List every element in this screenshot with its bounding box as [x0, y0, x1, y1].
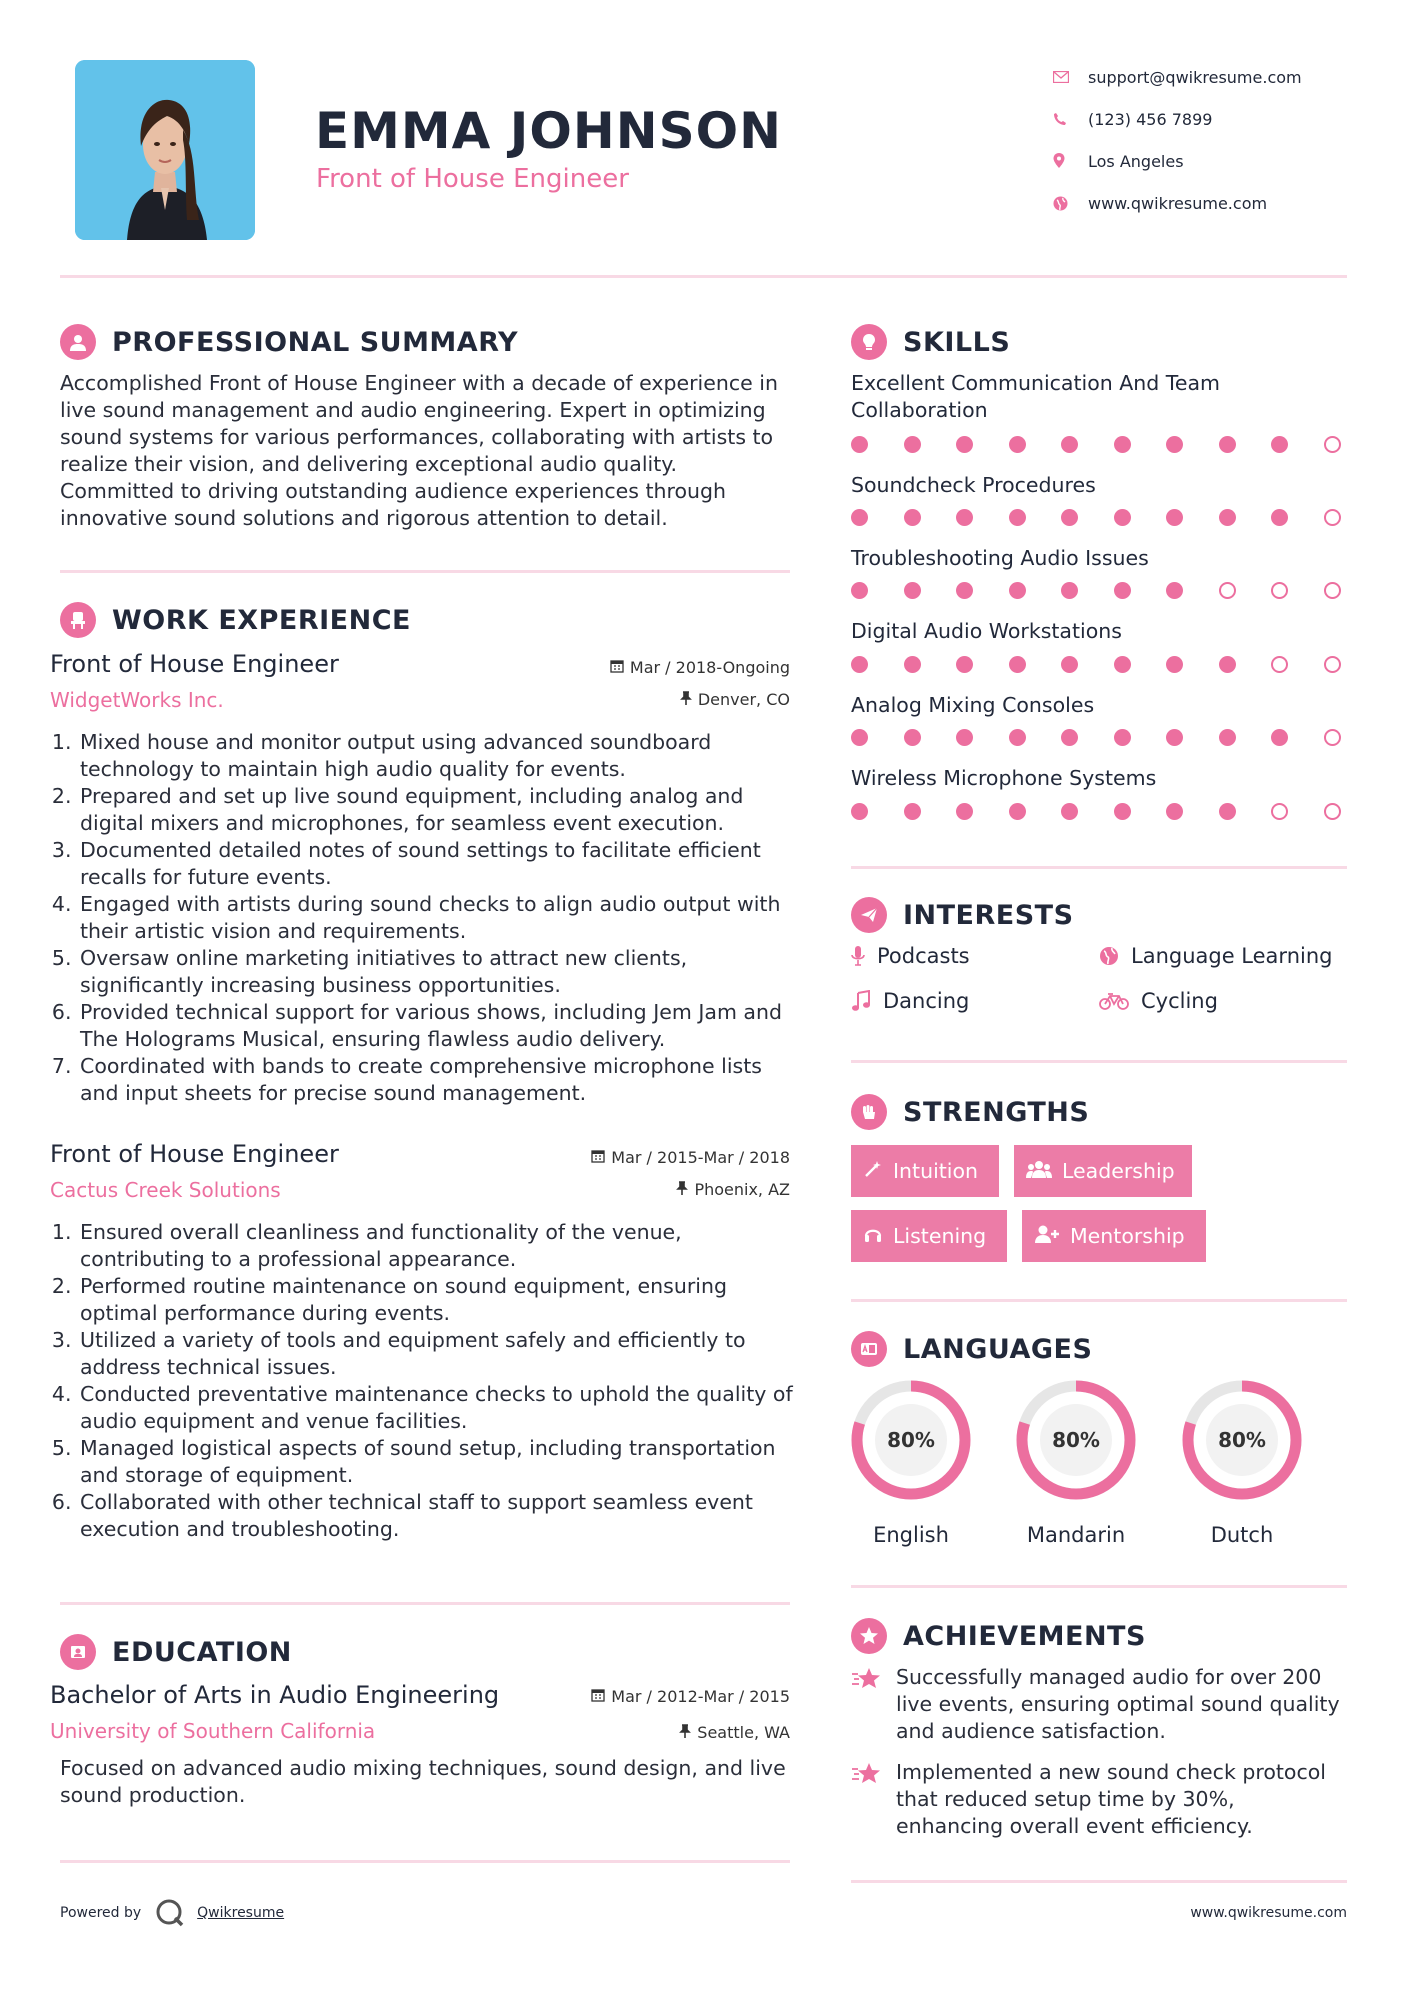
job-2-duty: 3. Utilized a variety of tools and equipment safely and efficiently to address technical issues. — [78, 1327, 800, 1381]
rating-dot-filled — [1219, 656, 1236, 673]
pin-icon — [680, 690, 692, 709]
rating-dot-filled — [1114, 729, 1131, 746]
job-1-company: WidgetWorks Inc. — [50, 688, 224, 712]
graduation-icon — [60, 1634, 96, 1670]
languages-heading: LANGUAGES — [903, 1333, 1093, 1365]
profile-photo — [75, 60, 255, 240]
education-divider — [60, 1860, 790, 1863]
job-2-location-text: Phoenix, AZ — [694, 1180, 790, 1199]
globe-icon — [1099, 946, 1119, 966]
job-2-title: Front of House Engineer — [50, 1140, 339, 1168]
map-pin-icon — [1053, 153, 1088, 169]
job-2-duty: 5. Managed logistical aspects of sound setup, including transportation and storage of equipment. — [78, 1435, 800, 1489]
qwikresume-logo-icon — [155, 1898, 185, 1928]
interests-divider — [851, 1060, 1347, 1063]
strengths-divider — [851, 1299, 1347, 1302]
education-section-title — [60, 1634, 292, 1670]
rating-dot-filled — [1271, 509, 1288, 526]
achievement-text: Implemented a new sound check protocol that reduced setup time by 30%, enhancing overall event efficiency. — [896, 1760, 1326, 1838]
strength-tag — [851, 1210, 1007, 1262]
contact-website-text: www.qwikresume.com — [1088, 193, 1268, 213]
rating-dot-empty — [1324, 436, 1341, 453]
rating-dot-filled — [1061, 582, 1078, 599]
rating-dot-filled — [851, 803, 868, 820]
job-1-duty: 4. Engaged with artists during sound checks to align audio output with their artistic vision and requirements. — [78, 891, 800, 945]
job-2-duty: 2. Performed routine maintenance on sound equipment, ensuring optimal performance during events. — [78, 1273, 800, 1327]
summary-divider — [60, 570, 790, 573]
achievement-text: Successfully managed audio for over 200 live events, ensuring optimal sound quality and audience satisfaction. — [896, 1665, 1340, 1743]
star-icon — [851, 1664, 896, 1745]
rating-dot-empty — [1271, 803, 1288, 820]
headphones-icon — [863, 1224, 883, 1249]
rating-dot-filled — [1061, 803, 1078, 820]
rating-dot-filled — [1271, 436, 1288, 453]
job-1-header — [50, 650, 790, 710]
contact-website[interactable] — [1053, 182, 1302, 224]
language-item — [846, 1375, 976, 1547]
strength-tag — [1022, 1210, 1206, 1262]
rating-dot-filled — [1166, 436, 1183, 453]
rating-dot-filled — [1166, 656, 1183, 673]
rating-dot-filled — [1114, 436, 1131, 453]
language-item — [1011, 1375, 1141, 1547]
job-1-duties — [60, 729, 800, 1107]
rating-dot-filled — [956, 729, 973, 746]
candidate-name: EMMA JOHNSON — [315, 102, 782, 160]
calendar-icon — [591, 1687, 605, 1706]
rating-dot-filled — [1219, 803, 1236, 820]
skill-rating — [851, 436, 1341, 453]
rating-dot-filled — [1114, 656, 1131, 673]
rating-dot-filled — [904, 729, 921, 746]
interests-section-title — [851, 897, 1074, 933]
user-icon — [60, 324, 96, 360]
rating-dot-filled — [1009, 582, 1026, 599]
rating-dot-filled — [904, 509, 921, 526]
languages-divider — [851, 1585, 1347, 1588]
experience-section-title — [60, 602, 411, 638]
job-2-dates — [591, 1148, 790, 1167]
job-1-duty: 7. Coordinated with bands to create comprehensive microphone lists and input sheets for precise sound management. — [78, 1053, 800, 1107]
achievement-item — [851, 1759, 1347, 1840]
job-2-duties — [60, 1219, 800, 1543]
education-location — [679, 1723, 790, 1742]
rating-dot-filled — [1061, 656, 1078, 673]
rating-dot-filled — [851, 656, 868, 673]
rating-dot-filled — [956, 436, 973, 453]
rating-dot-filled — [1166, 803, 1183, 820]
language-name: English — [873, 1523, 949, 1547]
languages-section-title — [851, 1331, 1092, 1367]
skill-rating — [851, 509, 1341, 526]
education-location-text: Seattle, WA — [697, 1723, 790, 1742]
rating-dot-filled — [1114, 803, 1131, 820]
language-name: Mandarin — [1026, 1523, 1126, 1547]
rating-dot-filled — [904, 656, 921, 673]
job-2-duty: 6. Collaborated with other technical staff to support seamless event execution and troubleshooting. — [78, 1489, 800, 1543]
interest-item — [851, 944, 970, 968]
rating-dot-filled — [904, 436, 921, 453]
fist-icon — [851, 1094, 887, 1130]
experience-heading: WORK EXPERIENCE — [112, 604, 411, 636]
footer-powered-by — [60, 1898, 284, 1928]
rating-dot-filled — [904, 803, 921, 820]
strength-label: Listening — [893, 1224, 987, 1248]
star-badge-icon — [851, 1618, 887, 1654]
language-icon — [851, 1331, 887, 1367]
wand-icon — [863, 1159, 883, 1184]
strength-label: Leadership — [1062, 1159, 1175, 1183]
contact-location-text: Los Angeles — [1088, 151, 1184, 171]
contact-info — [1053, 56, 1302, 224]
language-ring — [1011, 1375, 1141, 1505]
job-2-dates-text: Mar / 2015-Mar / 2018 — [611, 1148, 790, 1167]
rating-dot-empty — [1324, 582, 1341, 599]
education-heading: EDUCATION — [112, 1636, 292, 1668]
contact-phone[interactable] — [1053, 98, 1302, 140]
chair-icon — [60, 602, 96, 638]
skill-rating — [851, 803, 1341, 820]
interest-item — [1099, 989, 1218, 1013]
rating-dot-filled — [956, 656, 973, 673]
powered-by-label: Powered by — [60, 1905, 142, 1921]
achievements-divider — [851, 1880, 1347, 1883]
rating-dot-filled — [1114, 509, 1131, 526]
strength-tag — [851, 1145, 999, 1197]
interest-label: Cycling — [1141, 989, 1218, 1013]
skill-rating — [851, 729, 1341, 746]
rating-dot-filled — [1009, 803, 1026, 820]
rating-dot-filled — [1219, 436, 1236, 453]
user-plus-icon — [1034, 1224, 1060, 1249]
profile-photo-image — [75, 60, 255, 240]
language-ring — [1177, 1375, 1307, 1505]
candidate-role: Front of House Engineer — [316, 164, 629, 194]
language-percent: 80% — [1052, 1428, 1100, 1452]
summary-section-title — [60, 324, 518, 360]
microphone-icon — [851, 945, 865, 967]
rating-dot-filled — [1219, 509, 1236, 526]
job-2-duty: 4. Conducted preventative maintenance checks to uphold the quality of audio equipment and venue facilities. — [78, 1381, 800, 1435]
language-percent: 80% — [887, 1428, 935, 1452]
education-text: Focused on advanced audio mixing techniques, sound design, and live sound production. — [60, 1756, 786, 1807]
users-icon — [1026, 1159, 1052, 1184]
education-header — [50, 1681, 790, 1741]
strength-tag — [1014, 1145, 1192, 1197]
rating-dot-filled — [1061, 509, 1078, 526]
interest-item — [851, 989, 969, 1013]
rating-dot-empty — [1271, 582, 1288, 599]
phone-icon — [1053, 112, 1088, 126]
rating-dot-filled — [1009, 729, 1026, 746]
rating-dot-filled — [851, 509, 868, 526]
rating-dot-filled — [1009, 656, 1026, 673]
job-1-duty: 6. Provided technical support for various shows, including Jem Jam and The Holograms Musical, ensuring flawless audio delivery. — [78, 999, 800, 1053]
contact-phone-text: (123) 456 7899 — [1088, 109, 1213, 129]
interests-heading: INTERESTS — [903, 899, 1074, 931]
skill-name: Analog Mixing Consoles — [851, 693, 1095, 717]
interest-item — [1099, 944, 1332, 968]
strengths-section-title — [851, 1094, 1089, 1130]
pin-icon — [679, 1723, 691, 1742]
rating-dot-filled — [851, 729, 868, 746]
job-1-dates-text: Mar / 2018-Ongoing — [629, 658, 790, 677]
skill-name: Troubleshooting Audio Issues — [851, 546, 1149, 570]
paper-plane-icon — [851, 897, 887, 933]
job-1-duty: 2. Prepared and set up live sound equipment, including analog and digital mixers and microphones, for seamless event execution. — [78, 783, 800, 837]
experience-divider — [60, 1602, 790, 1605]
summary-text: Accomplished Front of House Engineer with a decade of experience in live sound management and audio engineering. Expert in optimizing sound systems for various performances, collaborating with artists to realize their vision, and delivering exceptional audio quality. Committed to driving outstanding audience experiences through innovative sound solutions and rigorous attention to detail. — [60, 371, 778, 530]
rating-dot-empty — [1324, 729, 1341, 746]
footer-website[interactable]: www.qwikresume.com — [1190, 1905, 1347, 1921]
qwikresume-link[interactable]: Qwikresume — [197, 1905, 285, 1921]
rating-dot-empty — [1324, 803, 1341, 820]
job-1-location-text: Denver, CO — [697, 690, 790, 709]
skill-rating — [851, 656, 1341, 673]
skill-name: Excellent Communication And Team Collaboration — [851, 371, 1220, 422]
music-icon — [851, 990, 871, 1012]
job-2-header — [50, 1140, 790, 1200]
rating-dot-filled — [1061, 436, 1078, 453]
language-name: Dutch — [1210, 1523, 1274, 1547]
job-2-company: Cactus Creek Solutions — [50, 1178, 281, 1202]
calendar-icon — [591, 1148, 605, 1167]
rating-dot-filled — [1061, 729, 1078, 746]
education-school: University of Southern California — [50, 1719, 376, 1743]
rating-dot-filled — [1166, 582, 1183, 599]
calendar-icon — [610, 658, 624, 677]
strength-label: Intuition — [893, 1159, 979, 1183]
interest-label: Podcasts — [877, 944, 970, 968]
envelope-icon — [1053, 71, 1088, 83]
rating-dot-empty — [1271, 656, 1288, 673]
star-icon — [851, 1759, 896, 1840]
rating-dot-filled — [1009, 436, 1026, 453]
rating-dot-filled — [851, 436, 868, 453]
rating-dot-filled — [1271, 729, 1288, 746]
rating-dot-filled — [851, 582, 868, 599]
summary-heading: PROFESSIONAL SUMMARY — [112, 326, 519, 358]
language-percent: 80% — [1218, 1428, 1266, 1452]
rating-dot-filled — [956, 582, 973, 599]
language-ring — [846, 1375, 976, 1505]
rating-dot-filled — [956, 803, 973, 820]
skill-name: Soundcheck Procedures — [851, 473, 1096, 497]
skills-divider — [851, 866, 1347, 869]
header-divider — [60, 275, 1347, 278]
job-1-location — [680, 690, 790, 709]
education-dates-text: Mar / 2012-Mar / 2015 — [611, 1687, 790, 1706]
rating-dot-empty — [1219, 582, 1236, 599]
contact-email-text: support@qwikresume.com — [1088, 67, 1302, 87]
skills-heading: SKILLS — [903, 326, 1011, 358]
pin-icon — [676, 1180, 688, 1199]
education-degree: Bachelor of Arts in Audio Engineering — [50, 1681, 500, 1709]
job-1-title: Front of House Engineer — [50, 650, 339, 678]
bicycle-icon — [1099, 991, 1129, 1011]
achievement-item — [851, 1664, 1347, 1745]
rating-dot-filled — [1114, 582, 1131, 599]
rating-dot-filled — [1219, 729, 1236, 746]
rating-dot-filled — [1009, 509, 1026, 526]
job-1-duty: 5. Oversaw online marketing initiatives to attract new clients, significantly increasing business opportunities. — [78, 945, 800, 999]
skill-name: Digital Audio Workstations — [851, 619, 1122, 643]
job-1-duty: 3. Documented detailed notes of sound settings to facilitate efficient recalls for future events. — [78, 837, 800, 891]
job-1-duty: 1. Mixed house and monitor output using advanced soundboard technology to maintain high audio quality for events. — [78, 729, 800, 783]
job-2-location — [676, 1180, 790, 1199]
interest-label: Dancing — [883, 989, 970, 1013]
lightbulb-icon — [851, 324, 887, 360]
rating-dot-empty — [1324, 656, 1341, 673]
rating-dot-empty — [1324, 509, 1341, 526]
rating-dot-filled — [1166, 509, 1183, 526]
rating-dot-filled — [1166, 729, 1183, 746]
job-2-duty: 1. Ensured overall cleanliness and functionality of the venue, contributing to a professional appearance. — [78, 1219, 800, 1273]
achievements-heading: ACHIEVEMENTS — [903, 1620, 1146, 1652]
skill-name: Wireless Microphone Systems — [851, 766, 1157, 790]
contact-location — [1053, 140, 1302, 182]
strengths-heading: STRENGTHS — [903, 1096, 1090, 1128]
skills-section-title — [851, 324, 1010, 360]
strength-label: Mentorship — [1070, 1224, 1185, 1248]
rating-dot-filled — [904, 582, 921, 599]
contact-email[interactable] — [1053, 56, 1302, 98]
achievements-section-title — [851, 1618, 1146, 1654]
rating-dot-filled — [956, 509, 973, 526]
resume-header — [0, 0, 1407, 280]
interest-label: Language Learning — [1131, 944, 1333, 968]
skill-rating — [851, 582, 1341, 599]
globe-icon — [1053, 196, 1088, 211]
job-1-dates — [610, 658, 790, 677]
education-dates — [591, 1687, 790, 1706]
language-item — [1177, 1375, 1307, 1547]
